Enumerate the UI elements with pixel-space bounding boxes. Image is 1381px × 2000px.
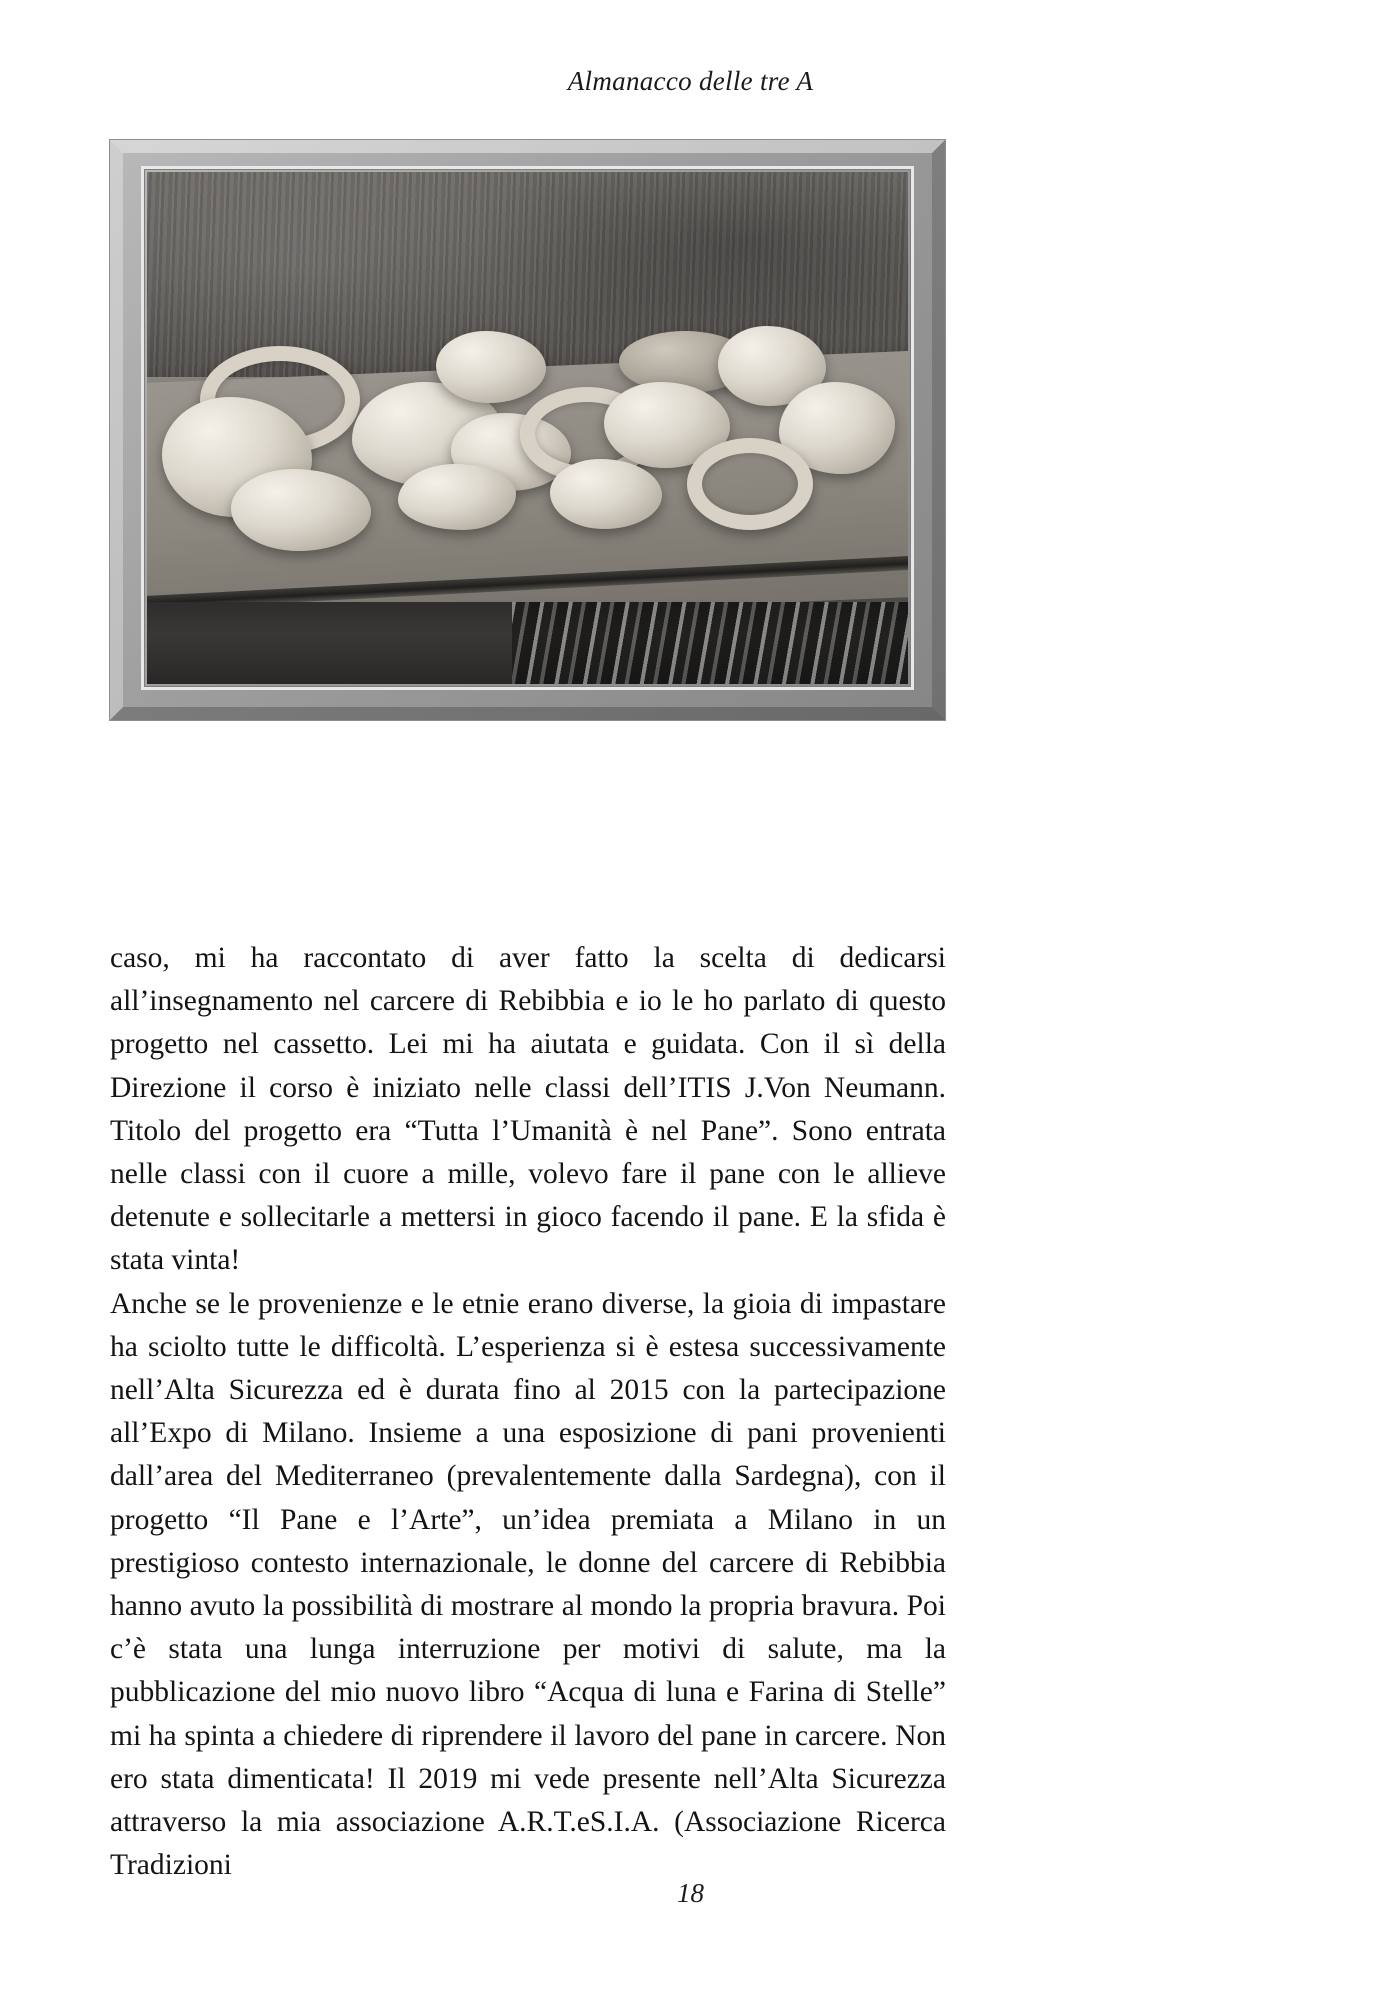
bread-ring-right (687, 438, 813, 530)
page-number: 18 (677, 1878, 704, 1908)
body-text (110, 937, 946, 1887)
photograph-bread-sculptures (147, 172, 908, 684)
bread-lower-mid (398, 464, 516, 530)
figure-framed-photograph (110, 140, 945, 720)
bread-lower-left (231, 469, 371, 551)
running-header: Almanacco delle tre A (567, 66, 814, 96)
paragraph-1: caso, mi ha raccontato di aver fatto la scelta di dedicarsi all’insegnamento nel carcere di Rebibbia e io le ho parlato di questo progetto nel cassetto. Lei mi ha aiutata e guidata. Con il sì della Direzione il corso è iniziato nelle classi dell’ITIS J.Von Neumann. Titolo del progetto era “Tutta l’Umanità è nel Pane”. Sono entrata nelle classi con il cuore a mille, volevo fare il pane con le allieve detenute e sollecitarle a mettersi in gioco facendo il pane. E la sfida è stata vinta! (110, 942, 946, 1277)
paragraph-2: Anche se le provenienze e le etnie erano diverse, la gioia di impastare ha sciolto tutte le difficoltà. L’esperienza si è estesa successivamente nell’Alta Sicurezza ed è durata fino al 2015 con la partecipazione all’Expo di Milano. Insieme a una esposizione di pani provenienti dall’area del Mediterraneo (prevalentemente dalla Sardegna), con il progetto “Il Pane e l’Arte”, un’idea premiata a Milano in un prestigioso contesto internazionale, le donne del carcere di Rebibbia hanno avuto la possibilità di mostrare al mondo la propria bravura. Poi c’è stata una lunga interruzione per motivi di salute, ma la pubblicazione del mio nuovo libro “Acqua di luna e Farina di Stelle” mi ha spinta a chiedere di riprendere il lavoro del pane in carcere. Non ero stata dimenticata! Il 2019 mi vede presente nell’Alta Sicurezza attraverso la mia associazione A.R.T.eS.I.A. (Associazione Ricerca Tradizioni (110, 1287, 946, 1882)
photo-lower-shelf-books (147, 602, 908, 684)
